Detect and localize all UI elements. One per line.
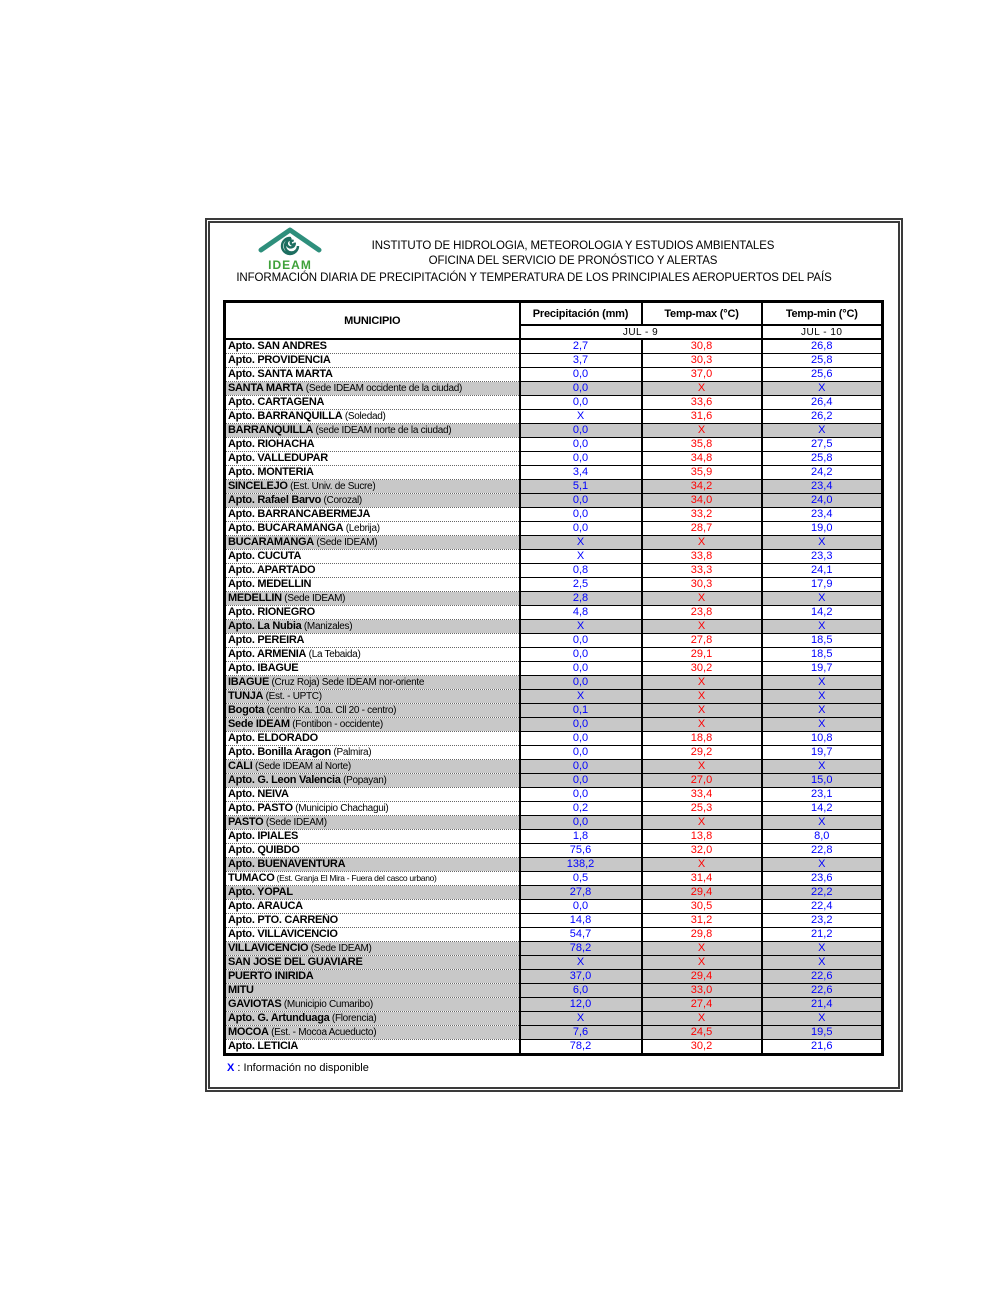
tmax-cell: 13,8	[642, 830, 762, 844]
footnote-symbol: X	[227, 1062, 235, 1074]
col-header-municipio: MUNICIPIO	[225, 302, 520, 340]
ideam-logo-text: IDEAM	[268, 258, 312, 272]
tmin-cell: 14,2	[762, 606, 883, 620]
table-row	[225, 522, 883, 536]
tmin-cell: 26,4	[762, 396, 883, 410]
tmin-cell: 25,8	[762, 354, 883, 368]
precip-cell: 0,1	[520, 704, 642, 718]
tmax-cell: 37,0	[642, 368, 762, 382]
tmin-cell: 19,0	[762, 522, 883, 536]
tmax-cell: X	[642, 592, 762, 606]
table-row	[225, 382, 883, 396]
municipio-cell: Sede IDEAM (Fontibon - occidente)	[225, 718, 520, 732]
table-row	[225, 550, 883, 564]
tmax-cell: 34,0	[642, 494, 762, 508]
municipio-cell: Apto. BUENAVENTURA	[225, 858, 520, 872]
tmin-cell: 23,3	[762, 550, 883, 564]
table-row	[225, 536, 883, 550]
table-row	[225, 844, 883, 858]
precip-cell: X	[520, 690, 642, 704]
table-row	[225, 802, 883, 816]
tmax-cell: X	[642, 956, 762, 970]
precip-cell: 0,5	[520, 872, 642, 886]
municipio-cell: PASTO (Sede IDEAM)	[225, 816, 520, 830]
tmax-cell: 35,8	[642, 438, 762, 452]
table-row	[225, 858, 883, 872]
table-row	[225, 928, 883, 942]
tmin-cell: 21,4	[762, 998, 883, 1012]
municipio-cell: Apto. QUIBDO	[225, 844, 520, 858]
municipio-cell: Apto. APARTADO	[225, 564, 520, 578]
tmax-cell: 34,2	[642, 480, 762, 494]
municipio-cell: Apto. PEREIRA	[225, 634, 520, 648]
precip-cell: 0,0	[520, 382, 642, 396]
tmin-cell: 23,6	[762, 872, 883, 886]
tmax-cell: X	[642, 942, 762, 956]
table-row	[225, 690, 883, 704]
precip-cell: 0,0	[520, 662, 642, 676]
precip-cell: 2,7	[520, 339, 642, 354]
tmax-cell: 32,0	[642, 844, 762, 858]
precip-cell: 0,0	[520, 634, 642, 648]
tmin-cell: X	[762, 592, 883, 606]
municipio-cell: Bogota (centro Ka. 10a. Cll 20 - centro)	[225, 704, 520, 718]
precip-cell: X	[520, 620, 642, 634]
tmax-cell: 33,6	[642, 396, 762, 410]
table-row	[225, 480, 883, 494]
tmin-cell: X	[762, 718, 883, 732]
municipio-cell: Apto. G. Artunduaga (Florencia)	[225, 1012, 520, 1026]
municipio-cell: BARRANQUILLA (sede IDEAM norte de la ciudad)	[225, 424, 520, 438]
tmin-cell: 23,4	[762, 508, 883, 522]
table-row	[225, 438, 883, 452]
tmax-cell: 35,9	[642, 466, 762, 480]
tmin-cell: 23,4	[762, 480, 883, 494]
table-row	[225, 760, 883, 774]
table-row	[225, 368, 883, 382]
tmax-cell: 28,7	[642, 522, 762, 536]
tmin-cell: 25,8	[762, 452, 883, 466]
tmin-cell: 17,9	[762, 578, 883, 592]
precip-cell: 0,0	[520, 452, 642, 466]
municipio-cell: CALI (Sede IDEAM al Norte)	[225, 760, 520, 774]
tmin-cell: X	[762, 536, 883, 550]
precip-cell: 0,0	[520, 732, 642, 746]
tmin-cell: 22,2	[762, 886, 883, 900]
tmax-cell: 33,8	[642, 550, 762, 564]
tmax-cell: 30,2	[642, 1040, 762, 1055]
precip-cell: 138,2	[520, 858, 642, 872]
table-row	[225, 984, 883, 998]
tmax-cell: X	[642, 620, 762, 634]
precip-cell: 0,0	[520, 648, 642, 662]
table-row	[225, 676, 883, 690]
tmax-cell: X	[642, 676, 762, 690]
tmax-cell: 30,3	[642, 354, 762, 368]
col-header-tempmin: Temp-min (°C)	[762, 302, 883, 326]
municipio-cell: MEDELLIN (Sede IDEAM)	[225, 592, 520, 606]
tmax-cell: X	[642, 704, 762, 718]
tmin-cell: X	[762, 956, 883, 970]
precip-cell: 0,0	[520, 396, 642, 410]
table-row	[225, 662, 883, 676]
precip-cell: 4,8	[520, 606, 642, 620]
tmax-cell: 30,8	[642, 339, 762, 354]
municipio-cell: Apto. G. Leon Valencia (Popayan)	[225, 774, 520, 788]
table-row	[225, 1012, 883, 1026]
municipio-cell: Apto. PROVIDENCIA	[225, 354, 520, 368]
tmax-cell: X	[642, 816, 762, 830]
tmax-cell: X	[642, 382, 762, 396]
precip-cell: X	[520, 410, 642, 424]
precip-cell: 1,8	[520, 830, 642, 844]
weather-table	[223, 300, 884, 1056]
tmax-cell: 25,3	[642, 802, 762, 816]
municipio-cell: Apto. VALLEDUPAR	[225, 452, 520, 466]
tmin-cell: 26,2	[762, 410, 883, 424]
tmax-cell: 29,4	[642, 886, 762, 900]
tmin-cell: 27,5	[762, 438, 883, 452]
tmax-cell: 29,2	[642, 746, 762, 760]
municipio-cell: Apto. CARTAGENA	[225, 396, 520, 410]
tmin-cell: X	[762, 942, 883, 956]
tmax-cell: 33,4	[642, 788, 762, 802]
tmax-cell: 33,0	[642, 984, 762, 998]
municipio-cell: VILLAVICENCIO (Sede IDEAM)	[225, 942, 520, 956]
precip-cell: 0,0	[520, 788, 642, 802]
table-row	[225, 872, 883, 886]
col-header-precipitacion: Precipitación (mm)	[520, 302, 642, 326]
table-row	[225, 956, 883, 970]
municipio-cell: Apto. YOPAL	[225, 886, 520, 900]
precip-cell: X	[520, 550, 642, 564]
tmax-cell: 27,8	[642, 634, 762, 648]
table-row	[225, 648, 883, 662]
precip-cell: 0,0	[520, 774, 642, 788]
tmin-cell: 19,7	[762, 746, 883, 760]
tmin-cell: X	[762, 704, 883, 718]
table-row	[225, 732, 883, 746]
municipio-cell: Apto. PTO. CARREÑO	[225, 914, 520, 928]
tmin-cell: 19,5	[762, 1026, 883, 1040]
table-row	[225, 970, 883, 984]
tmin-cell: X	[762, 424, 883, 438]
org-title-line1: INSTITUTO DE HIDROLOGIA, METEOROLOGIA Y ESTUDIOS AMBIENTALES	[371, 240, 775, 252]
table-row	[225, 494, 883, 508]
precip-cell: 2,8	[520, 592, 642, 606]
tmin-cell: 14,2	[762, 802, 883, 816]
table-row	[225, 634, 883, 648]
tmin-cell: 18,5	[762, 648, 883, 662]
table-row	[225, 1040, 883, 1055]
tmax-cell: X	[642, 1012, 762, 1026]
tmax-cell: X	[642, 760, 762, 774]
municipio-cell: PUERTO INIRIDA	[225, 970, 520, 984]
precip-cell: 0,0	[520, 508, 642, 522]
table-row	[225, 774, 883, 788]
table-row	[225, 592, 883, 606]
tmax-cell: 18,8	[642, 732, 762, 746]
precip-cell: 0,0	[520, 900, 642, 914]
tmin-cell: 18,5	[762, 634, 883, 648]
tmax-cell: X	[642, 424, 762, 438]
municipio-cell: Apto. SANTA MARTA	[225, 368, 520, 382]
tmax-cell: 24,5	[642, 1026, 762, 1040]
precip-cell: 0,0	[520, 760, 642, 774]
table-row	[225, 914, 883, 928]
table-header	[225, 302, 883, 340]
date-label-jul10: JUL - 10	[762, 325, 883, 339]
tmax-cell: X	[642, 718, 762, 732]
footnote	[227, 1062, 369, 1074]
tmax-cell: 30,5	[642, 900, 762, 914]
table-row	[225, 620, 883, 634]
tmin-cell: 22,8	[762, 844, 883, 858]
precip-cell: 0,0	[520, 746, 642, 760]
municipio-cell: Apto. MONTERIA	[225, 466, 520, 480]
municipio-cell: Apto. MEDELLIN	[225, 578, 520, 592]
municipio-cell: TUNJA (Est. - UPTC)	[225, 690, 520, 704]
precip-cell: 3,4	[520, 466, 642, 480]
tmax-cell: 33,3	[642, 564, 762, 578]
table-row	[225, 354, 883, 368]
tmin-cell: 22,4	[762, 900, 883, 914]
table-row	[225, 900, 883, 914]
tmin-cell: X	[762, 620, 883, 634]
table-row	[225, 718, 883, 732]
municipio-cell: SAN JOSE DEL GUAVIARE	[225, 956, 520, 970]
tmin-cell: 10,8	[762, 732, 883, 746]
municipio-cell: SINCELEJO (Est. Univ. de Sucre)	[225, 480, 520, 494]
table-row	[225, 396, 883, 410]
precip-cell: 0,2	[520, 802, 642, 816]
municipio-cell: Apto. IBAGUE	[225, 662, 520, 676]
table-row	[225, 508, 883, 522]
tmin-cell: 24,0	[762, 494, 883, 508]
precip-cell: 14,8	[520, 914, 642, 928]
municipio-cell: Apto. IPIALES	[225, 830, 520, 844]
precip-cell: 0,8	[520, 564, 642, 578]
tmax-cell: 23,8	[642, 606, 762, 620]
municipio-cell: Apto. BARRANCABERMEJA	[225, 508, 520, 522]
municipio-cell: Apto. NEIVA	[225, 788, 520, 802]
precip-cell: 0,0	[520, 438, 642, 452]
precip-cell: 0,0	[520, 522, 642, 536]
municipio-cell: MITU	[225, 984, 520, 998]
municipio-cell: Apto. BUCARAMANGA (Lebrija)	[225, 522, 520, 536]
col-header-tempmax: Temp-max (°C)	[642, 302, 762, 326]
tmin-cell: X	[762, 816, 883, 830]
precip-cell: 5,1	[520, 480, 642, 494]
precip-cell: 78,2	[520, 1040, 642, 1055]
tmin-cell: X	[762, 676, 883, 690]
table-row	[225, 998, 883, 1012]
precip-cell: 78,2	[520, 942, 642, 956]
municipio-cell: Apto. VILLAVICENCIO	[225, 928, 520, 942]
tmax-cell: 31,2	[642, 914, 762, 928]
municipio-cell: TUMACO (Est. Granja El Mira - Fuera del casco urbano)	[225, 872, 520, 886]
tmax-cell: 29,8	[642, 928, 762, 942]
municipio-cell: MOCOA (Est. - Mocoa Acueducto)	[225, 1026, 520, 1040]
precip-cell: 12,0	[520, 998, 642, 1012]
tmax-cell: X	[642, 858, 762, 872]
tmax-cell: 31,6	[642, 410, 762, 424]
tmax-cell: X	[642, 536, 762, 550]
municipio-cell: Apto. RIONEGRO	[225, 606, 520, 620]
precip-cell: 6,0	[520, 984, 642, 998]
table-row	[225, 424, 883, 438]
table-row	[225, 788, 883, 802]
municipio-cell: Apto. RIOHACHA	[225, 438, 520, 452]
table-row	[225, 339, 883, 354]
precip-cell: 0,0	[520, 494, 642, 508]
municipio-cell: Apto. ARAUCA	[225, 900, 520, 914]
precip-cell: X	[520, 956, 642, 970]
precip-cell: 75,6	[520, 844, 642, 858]
tmax-cell: 29,1	[642, 648, 762, 662]
tmax-cell: X	[642, 690, 762, 704]
municipio-cell: IBAGUE (Cruz Roja) Sede IDEAM nor-oriente	[225, 676, 520, 690]
tmin-cell: 24,2	[762, 466, 883, 480]
tmin-cell: 21,6	[762, 1040, 883, 1055]
tmax-cell: 30,2	[642, 662, 762, 676]
municipio-cell: Apto. LETICIA	[225, 1040, 520, 1055]
municipio-cell: Apto. ARMENIA (La Tebaida)	[225, 648, 520, 662]
footnote-text: : Información no disponible	[234, 1062, 369, 1074]
municipio-cell: BUCARAMANGA (Sede IDEAM)	[225, 536, 520, 550]
tmin-cell: 22,6	[762, 984, 883, 998]
precip-cell: 27,8	[520, 886, 642, 900]
table-row	[225, 830, 883, 844]
tmin-cell: X	[762, 690, 883, 704]
tmin-cell: X	[762, 760, 883, 774]
precip-cell: 7,6	[520, 1026, 642, 1040]
municipio-cell: Apto. La Nubia (Manizales)	[225, 620, 520, 634]
precip-cell: X	[520, 536, 642, 550]
precip-cell: 0,0	[520, 816, 642, 830]
table-row	[225, 410, 883, 424]
table-row	[225, 942, 883, 956]
org-title-line2: OFICINA DEL SERVICIO DE PRONÓSTICO Y ALERTAS	[428, 255, 718, 267]
table-row	[225, 704, 883, 718]
municipio-cell: Apto. BARRANQUILLA (Soledad)	[225, 410, 520, 424]
precip-cell: 0,0	[520, 424, 642, 438]
tmin-cell: 25,6	[762, 368, 883, 382]
precip-cell: 37,0	[520, 970, 642, 984]
precip-cell: 2,5	[520, 578, 642, 592]
tmax-cell: 33,2	[642, 508, 762, 522]
tmin-cell: 15,0	[762, 774, 883, 788]
table-row	[225, 886, 883, 900]
tmax-cell: 30,3	[642, 578, 762, 592]
table-row	[225, 816, 883, 830]
precip-cell: 0,0	[520, 676, 642, 690]
tmin-cell: 23,1	[762, 788, 883, 802]
municipio-cell: GAVIOTAS (Municipio Cumaribo)	[225, 998, 520, 1012]
municipio-cell: Apto. Bonilla Aragon (Palmira)	[225, 746, 520, 760]
municipio-cell: SANTA MARTA (Sede IDEAM occidente de la ciudad)	[225, 382, 520, 396]
tmin-cell: 8,0	[762, 830, 883, 844]
municipio-cell: Apto. Rafael Barvo (Corozal)	[225, 494, 520, 508]
tmax-cell: 31,4	[642, 872, 762, 886]
precip-cell: X	[520, 1012, 642, 1026]
date-label-jul9: JUL - 9	[520, 325, 762, 339]
precip-cell: 3,7	[520, 354, 642, 368]
table-row	[225, 578, 883, 592]
tmin-cell: X	[762, 858, 883, 872]
document-frame	[205, 218, 903, 1092]
table-body	[225, 339, 883, 1055]
municipio-cell: Apto. ELDORADO	[225, 732, 520, 746]
precip-cell: 54,7	[520, 928, 642, 942]
precip-cell: 0,0	[520, 718, 642, 732]
table-row	[225, 466, 883, 480]
table-row	[225, 746, 883, 760]
tmin-cell: 22,6	[762, 970, 883, 984]
table-row	[225, 452, 883, 466]
tmin-cell: 23,2	[762, 914, 883, 928]
org-title-line3: INFORMACIÓN DIARIA DE PRECIPITACIÓN Y TEMPERATURA DE LOS PRINCIPIALES AEROPUERTOS DEL PAÍS	[236, 272, 832, 284]
municipio-cell: Apto. CUCUTA	[225, 550, 520, 564]
precip-cell: 0,0	[520, 368, 642, 382]
municipio-cell: Apto. PASTO (Municipio Chachagui)	[225, 802, 520, 816]
table-row	[225, 564, 883, 578]
tmax-cell: 34,8	[642, 452, 762, 466]
tmin-cell: X	[762, 382, 883, 396]
tmin-cell: 24,1	[762, 564, 883, 578]
table-row	[225, 1026, 883, 1040]
tmin-cell: 21,2	[762, 928, 883, 942]
tmax-cell: 27,0	[642, 774, 762, 788]
tmax-cell: 27,4	[642, 998, 762, 1012]
tmax-cell: 29,4	[642, 970, 762, 984]
tmin-cell: X	[762, 1012, 883, 1026]
tmin-cell: 19,7	[762, 662, 883, 676]
municipio-cell: Apto. SAN ANDRES	[225, 339, 520, 354]
table-row	[225, 606, 883, 620]
tmin-cell: 26,8	[762, 339, 883, 354]
